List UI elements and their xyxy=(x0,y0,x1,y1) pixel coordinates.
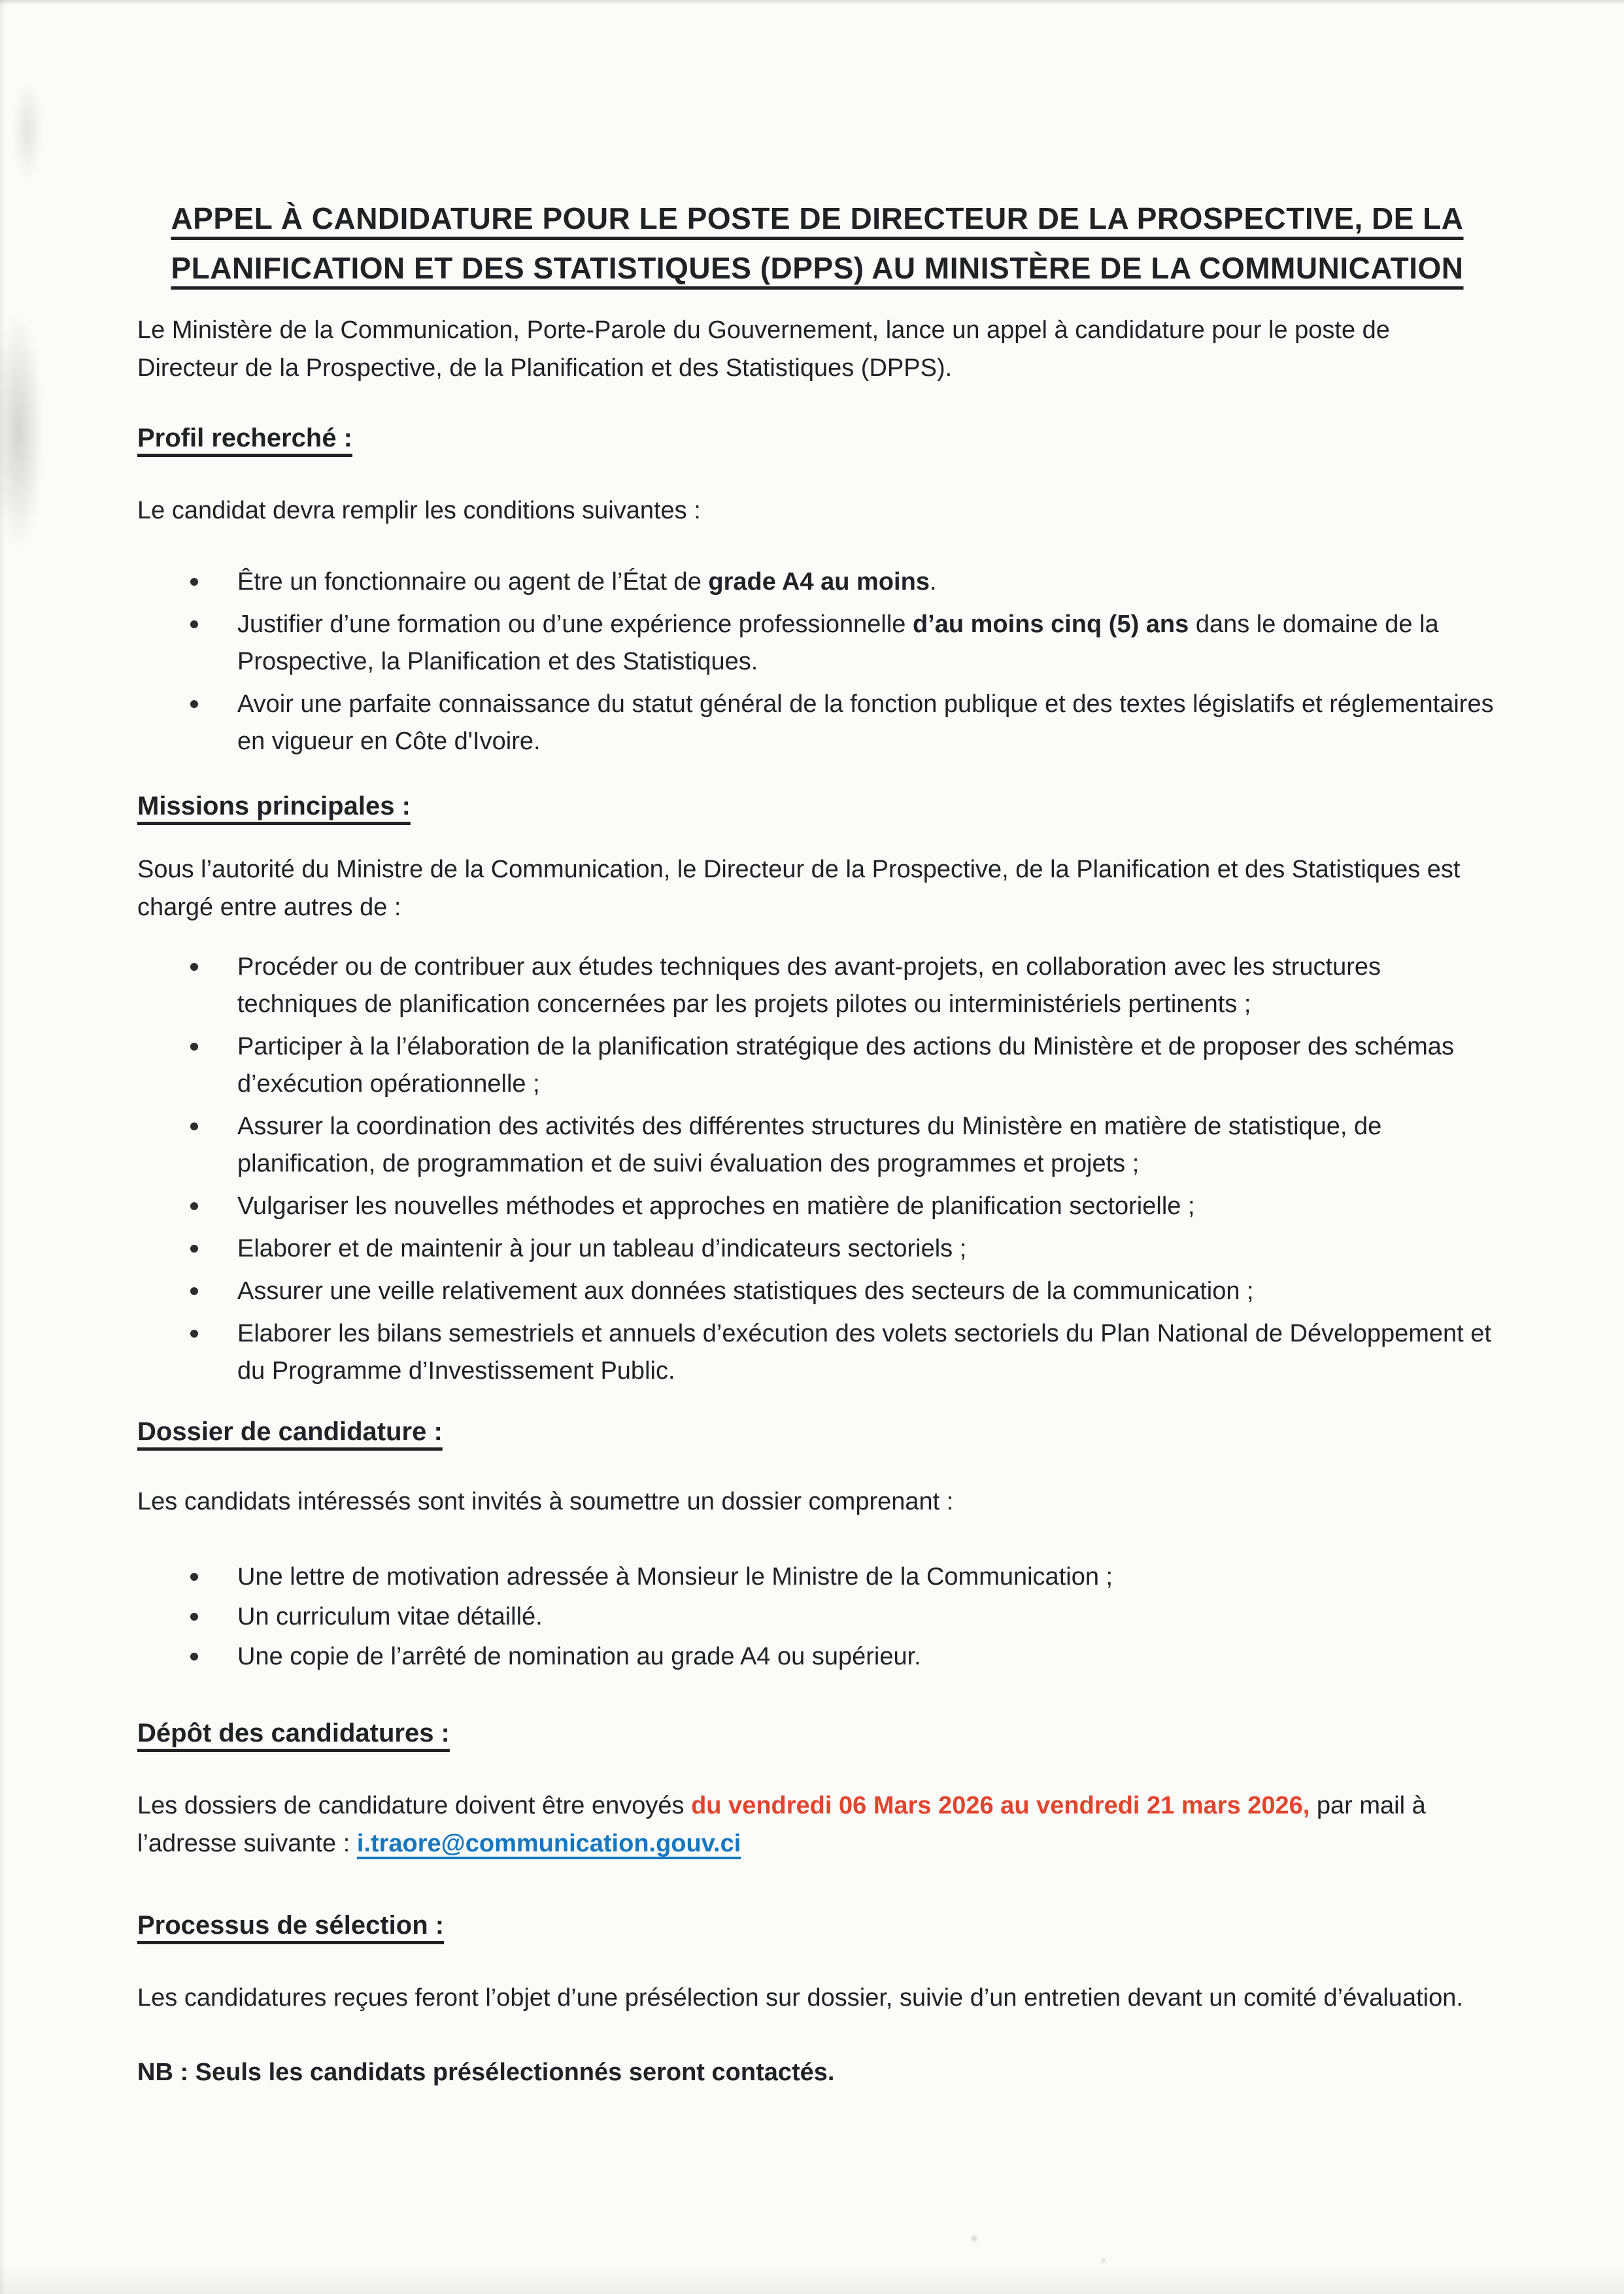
list-item: Un curriculum vitae détaillé. xyxy=(237,1598,1497,1636)
list-item: Assurer une veille relativement aux données statistiques des secteurs de la communication ; xyxy=(237,1273,1497,1310)
deadline-dates-text: du vendredi 06 Mars 2026 au vendredi 21 mars 2026, xyxy=(691,1792,1310,1819)
list-item xyxy=(237,686,1497,760)
depot-paragraph xyxy=(137,1787,1497,1863)
item-text: Avoir une parfaite connaissance du statut général de la fonction publique et des textes législatifs et réglementaires en vigueur en Côte d'Ivoire. xyxy=(237,690,1494,755)
section-heading-dossier: Dossier de candidature : xyxy=(137,1417,443,1446)
section-heading-processus: Processus de sélection : xyxy=(137,1911,445,1940)
title-line-1 xyxy=(137,194,1497,243)
email-link[interactable]: i.traore@communication.gouv.ci xyxy=(356,1830,741,1857)
list-item: Une lettre de motivation adressée à Monsieur le Ministre de la Communication ; xyxy=(237,1559,1497,1596)
list-item xyxy=(237,606,1497,681)
depot-text: par mail à l’adresse suivante : xyxy=(137,1792,1426,1857)
item-bold-text: grade A4 au moins xyxy=(708,568,930,596)
intro-paragraph: Le Ministère de la Communication, Porte-Parole du Gouvernement, lance un appel à candidature pour le poste de Directeur de la Prospective, de la Planification et des Statistiques (DPPS). xyxy=(137,316,1390,382)
list-item: Procéder ou de contribuer aux études techniques des avant-projets, en collaboration avec les structures techniques de planification concernées par les projets pilotes ou interministériels pertinents ; xyxy=(237,949,1497,1023)
nb-note: NB : Seuls les candidats présélectionnés seront contactés. xyxy=(137,2059,835,2086)
list-item: Participer à la l’élaboration de la planification stratégique des actions du Ministère et de proposer des schémas d’exécution opérationnelle ; xyxy=(237,1028,1497,1103)
profil-list xyxy=(137,564,1497,760)
item-text: dans le domaine de la Prospective, la Planification et des Statistiques. xyxy=(237,611,1439,675)
item-text: Être un fonctionnaire ou agent de l’État de xyxy=(237,568,709,596)
missions-list xyxy=(137,949,1497,1390)
list-item: Vulgariser les nouvelles méthodes et approches en matière de planification sectorielle ; xyxy=(237,1188,1497,1225)
dossier-lead: Les candidats intéressés sont invités à soumettre un dossier comprenant : xyxy=(137,1488,954,1515)
list-item: Une copie de l’arrêté de nomination au grade A4 ou supérieur. xyxy=(237,1638,1497,1676)
title-line-1-text: APPEL À CANDIDATURE POUR LE POSTE DE DIRECTEUR DE LA PROSPECTIVE, DE LA xyxy=(171,201,1464,235)
document-content xyxy=(137,0,1497,2091)
depot-text: Les dossiers de candidature doivent être envoyés xyxy=(137,1792,692,1819)
list-item: Elaborer les bilans semestriels et annuels d’exécution des volets sectoriels du Plan National de Développement et du Programme d’Investissement Public. xyxy=(237,1315,1497,1390)
missions-lead: Sous l’autorité du Ministre de la Communication, le Directeur de la Prospective, de la Planification et des Statistiques est chargé entre autres de : xyxy=(137,856,1461,921)
item-text: . xyxy=(929,568,937,596)
title-line-2 xyxy=(137,243,1497,293)
list-item: Elaborer et de maintenir à jour un tableau d’indicateurs sectoriels ; xyxy=(237,1230,1497,1268)
section-heading-depot: Dépôt des candidatures : xyxy=(137,1719,450,1747)
dossier-list xyxy=(137,1559,1497,1676)
list-item: Assurer la coordination des activités des différentes structures du Ministère en matière de statistique, de planification, de programmation et de suivi évaluation des programmes et projets ; xyxy=(237,1108,1497,1183)
item-bold-text: d’au moins cinq (5) ans xyxy=(912,611,1189,638)
section-heading-missions: Missions principales : xyxy=(137,792,411,820)
list-item xyxy=(237,564,1497,601)
title-line-2-text: PLANIFICATION ET DES STATISTIQUES (DPPS) AU MINISTÈRE DE LA COMMUNICATION xyxy=(171,251,1464,285)
processus-paragraph: Les candidatures reçues feront l’objet d’une présélection sur dossier, suivie d’un entretien devant un comité d’évaluation. xyxy=(137,1984,1463,2012)
profil-lead: Le candidat devra remplir les conditions suivantes : xyxy=(137,497,701,524)
document-title xyxy=(137,194,1497,293)
item-text: Justifier d’une formation ou d’une expérience professionnelle xyxy=(237,611,913,638)
section-heading-profil: Profil recherché : xyxy=(137,424,353,452)
